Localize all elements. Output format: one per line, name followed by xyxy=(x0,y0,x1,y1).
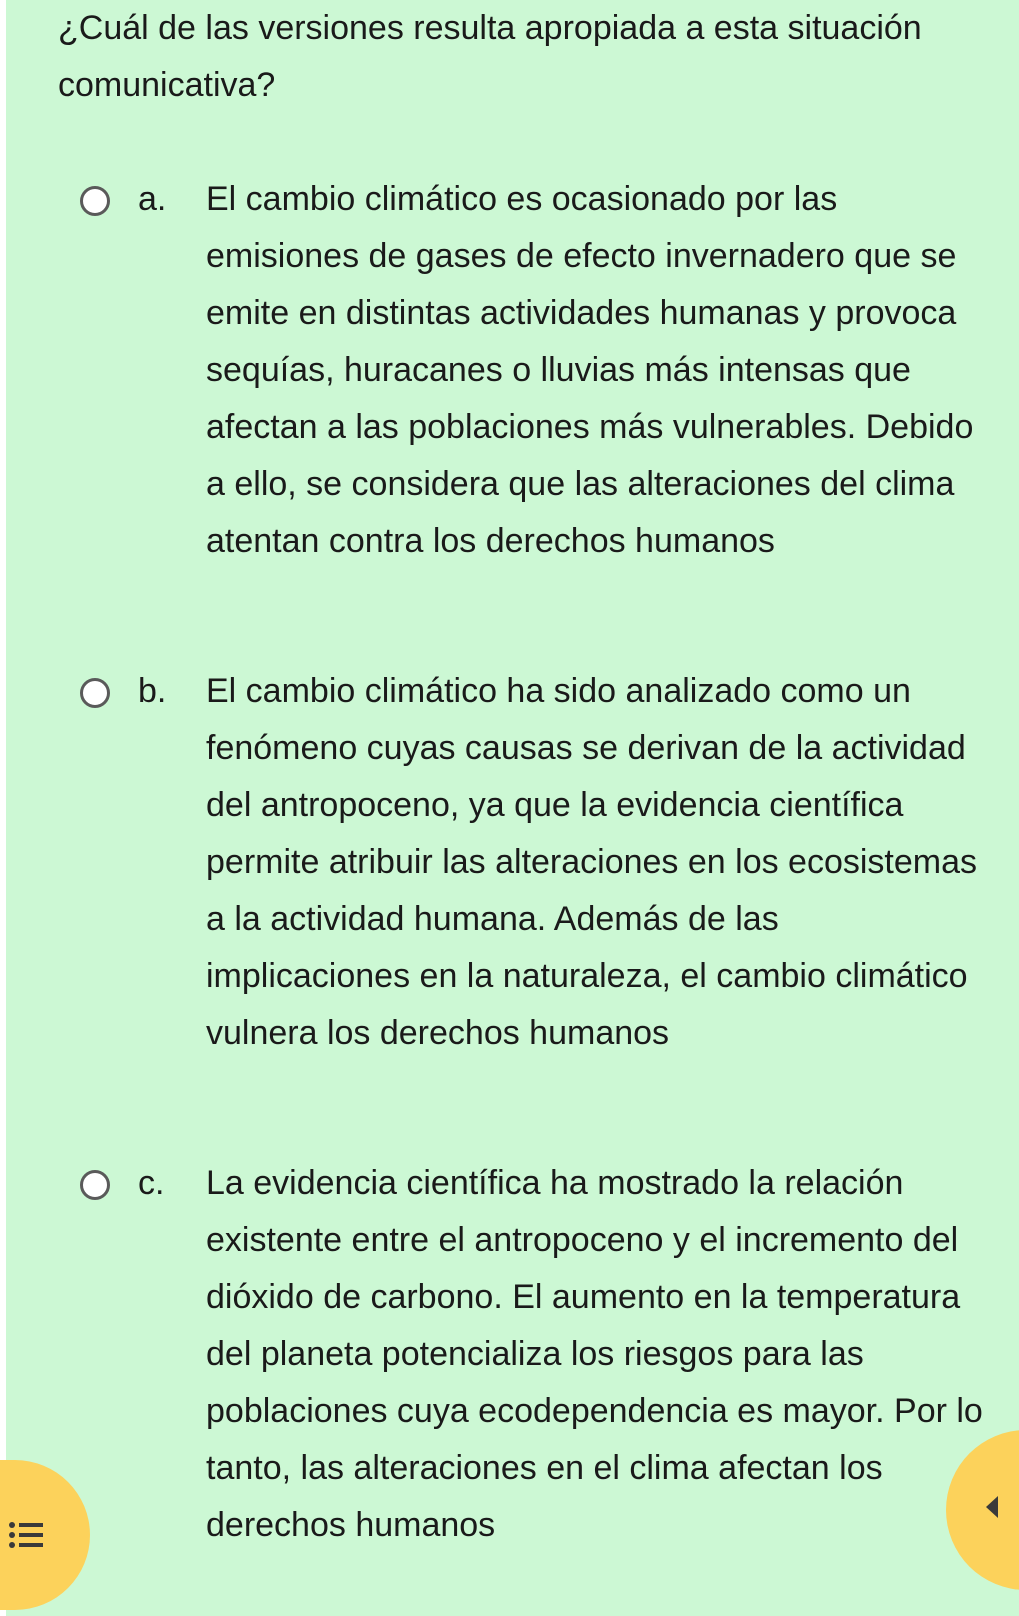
chevron-left-icon xyxy=(984,1496,1000,1518)
option-c-text: La evidencia científica ha mostrado la relación existente entre el antropoceno y el incremento del dióxido de carbono. El aumento en la temperatura del planeta potencializa los riesgos para las poblaciones cuya ecodependencia es mayor. Por lo tanto, las alteraciones en el clima afectan los derechos humanos xyxy=(206,1164,983,1544)
option-b-text: El cambio climático ha sido analizado como un fenómeno cuyas causas se derivan de la actividad del antropoceno, ya que la evidencia científica permite atribuir las alteraciones en los ecosistemas a la actividad humana. Además de las implicaciones en la naturaleza, el cambio climático vulnera los derechos humanos xyxy=(206,672,978,1052)
question-text: ¿Cuál de las versiones resulta apropiada a esta situación comunicativa? xyxy=(58,9,922,104)
option-c-letter: c. xyxy=(138,1164,165,1202)
option-a-letter: a. xyxy=(138,180,167,218)
list-icon xyxy=(8,1520,44,1550)
quiz-panel xyxy=(6,0,1019,1616)
option-a-text: El cambio climático es ocasionado por las emisiones de gases de efecto invernadero que se emite en distintas actividades humanas y provoca sequías, huracanes o lluvias más intensas que afectan a las poblaciones más vulnerables. Debido a ello, se considera que las alteraciones del clima atentan contra los derechos humanos xyxy=(206,180,974,560)
radio-option-c[interactable] xyxy=(80,1170,110,1200)
radio-option-a[interactable] xyxy=(80,186,110,216)
option-b-letter: b. xyxy=(138,672,167,710)
radio-option-b[interactable] xyxy=(80,678,110,708)
